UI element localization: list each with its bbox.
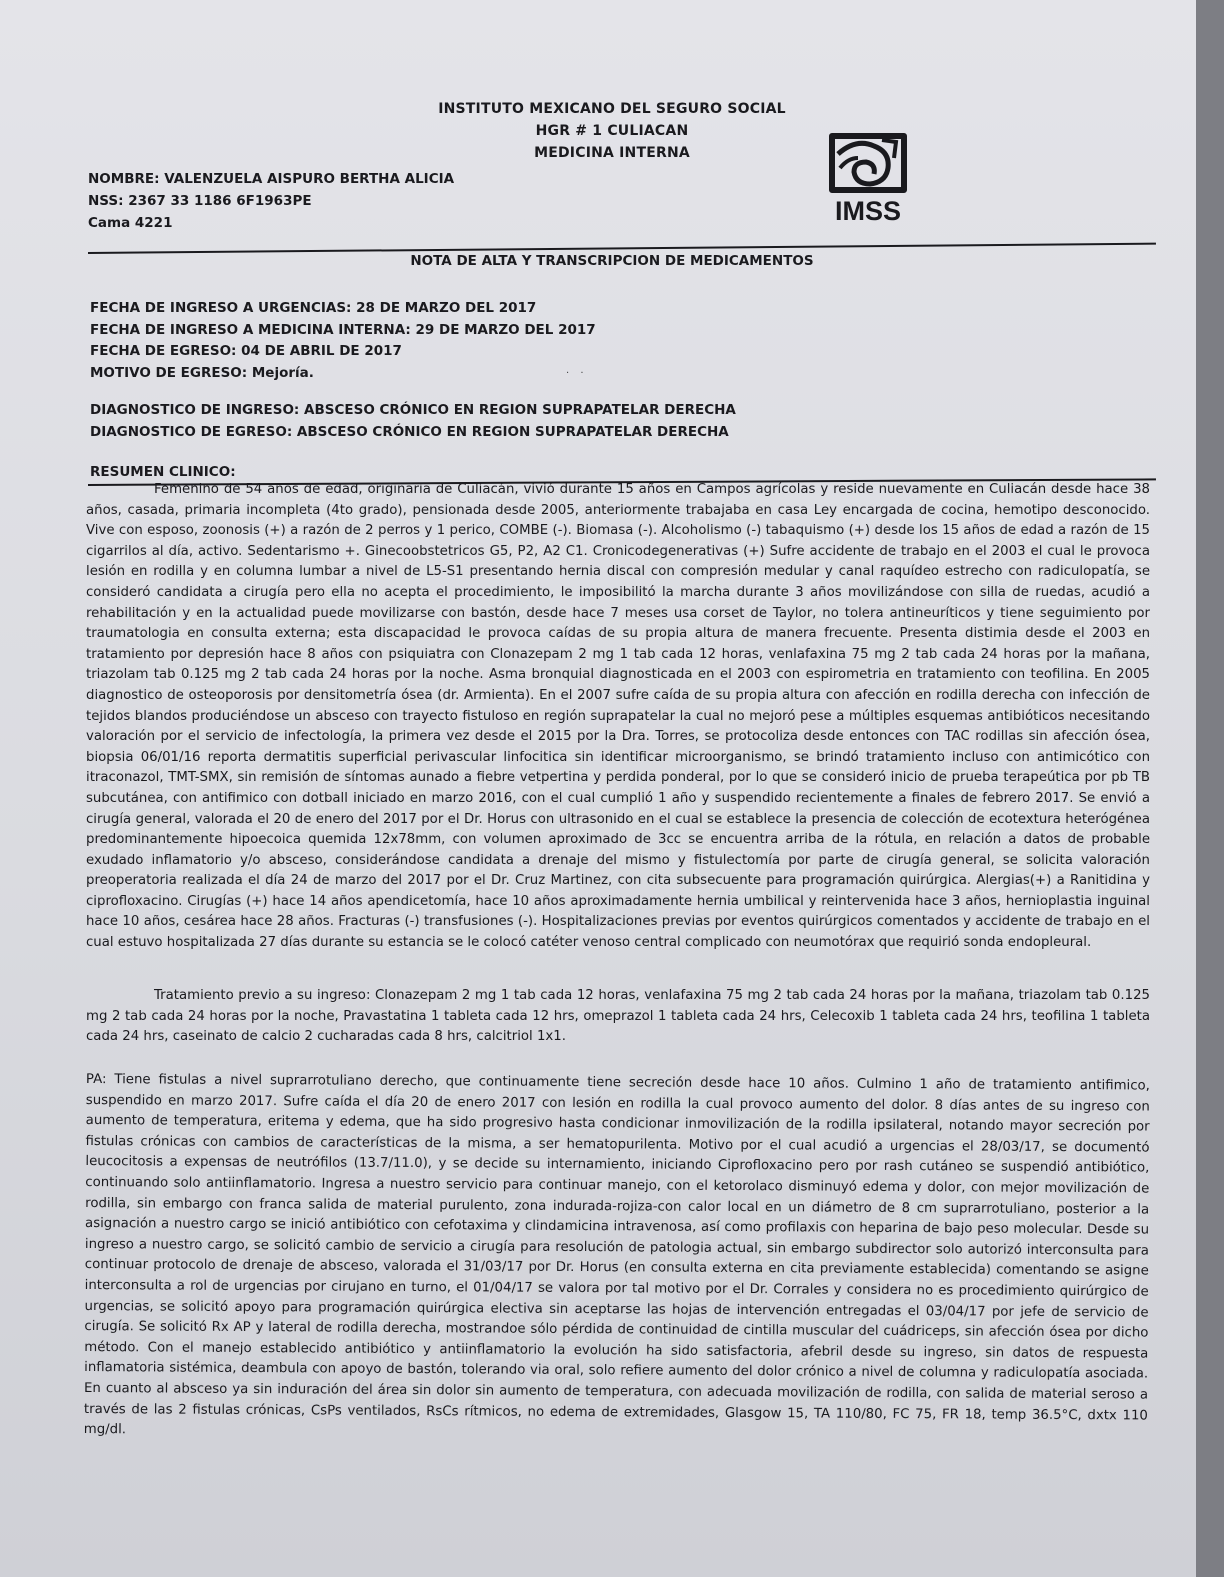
pa-paragraph (84, 1070, 1150, 1447)
imss-logo (826, 128, 910, 228)
motivo-egreso: MOTIVO DE EGRESO: Mejoría. (90, 364, 314, 381)
document-header (0, 98, 1224, 164)
diagnostico-egreso: DIAGNOSTICO DE EGRESO: ABSCESO CRÓNICO EN REGION SUPRAPATELAR DERECHA (90, 423, 729, 440)
admission-dates (90, 298, 596, 384)
diagnostico-ingreso: DIAGNOSTICO DE INGRESO: ABSCESO CRÓNICO EN REGION SUPRAPATELAR DERECHA (90, 402, 736, 418)
patient-nss: NSS: 2367 33 1186 6F1963PE (88, 193, 312, 209)
document-title: NOTA DE ALTA Y TRANSCRIPCION DE MEDICAMENTOS (410, 253, 814, 269)
patient-bed: Cama 4221 (88, 215, 173, 231)
fecha-urgencias: FECHA DE INGRESO A URGENCIAS: 28 DE MARZO DEL 2017 (90, 300, 537, 316)
institution-name: INSTITUTO MEXICANO DEL SEGURO SOCIAL (438, 101, 786, 117)
diagnosis-block (90, 400, 736, 443)
department-name: MEDICINA INTERNA (534, 145, 690, 161)
pa-label: PA: (85, 1072, 107, 1088)
patient-info (88, 168, 454, 234)
pa-text: Tiene fistulas a nivel suprarrotuliano derecho, que continuamente tiene secreción desde hace 10 años. Culmino 1 año de tratamiento antifimico, suspendido en marzo 2017. Sufre caída el día 20 de enero 2017 con lesión en rodilla la cual provoco aumento del dolor. 8 días antes de su ingreso con aumento de temperatura, eritema y edema, que ha sido progresivo hasta condicionar inmovilización de la rodilla ipsilateral, notando mayor secreción por fistulas crónicas con cambios de características de la misma, a ser hematopurilenta. Motivo por el cual acudió a urgencias el 28/03/17, se documentó leucocitosis a expensas de neutrófilos (13.7/11.0), y se decide su internamiento, iniciando Ciprofloxacino pero por rash cutáneo se suspendió antibiótico, continuando solo antiinflamatorio. Ingresa a nuestro servicio para continuar manejo, con el ketorolaco disminuyó edema y dolor, con mejor movilización de rodilla, sin embargo con franca salida de material purulento, zona indurada-rojiza-con calor local en un diámetro de 8 cm suprarrotuliano, posterior a la asignación a nuestro cargo se inició antibiótico con cefotaxima y clindamicina intravenosa, así como profilaxis con heparina de bajo peso molecular. Desde su ingreso a nuestro cargo, se solicitó cambio de servicio a cirugía para resolución de patologia actual, sin embargo subdirector solo autorizó interconsulta para continuar protocolo de drenaje de absceso, valorada el 31/03/17 por Dr. Horus (en consulta externa en cita previamente establecida) comentando se asigne interconsulta a rol de urgencias por cirujano en turno, el 01/04/17 se valora por tal motivo por el Dr. Corrales y considera no es procedimiento quirúrgico de urgencias, se solicitó apoyo para programación quirúrgica electiva sin aceptarse las hojas de intervención entregadas el 03/04/17 por jefe de servicio de cirugía. Se solicitó Rx AP y lateral de rodilla derecha, mostrandoe sólo pérdida de continuidad de cintilla muscular del cuádriceps, sin afección ósea por dicho método. Con el manejo establecido antibiótico y antiinflamatorio la evolución ha sido satisfactoria, afebril desde su ingreso, sin datos de respuesta inflamatoria sistémica, deambula con apoyo de bastón, tolerando via oral, solo refiere aumento del dolor crónico a nivel de columna y radiculopatía asociada. En cuanto al absceso ya sin induración del área sin dolor sin aumento de temperatura, con adecuada movilización de rodilla, con salida de material seroso a través de las 2 fistulas crónicas, CsPs ventilados, RsCs rítmicos, no edema de extremidades, Glasgow 15, TA 110/80, FC 75, FR 18, temp 36.5°C, dxtx 110 mg/dl. (83, 1072, 1150, 1438)
resumen-text-2: Tratamiento previo a su ingreso: Clonazepam 2 mg 1 tab cada 12 horas, venlafaxina 75 mg 2 tab cada 24 horas por la mañana, triazolam tab 0.125 mg 2 tab cada 24 horas por la noche, Pravastatina 1 tableta cada 12 hrs, omeprazol 1 tableta cada 24 hrs, Celecoxib 1 tableta cada 24 hrs, teofilina 1 tableta cada 24 hrs, caseinato de calcio 2 cucharadas cada 8 hrs, calcitriol 1x1. (86, 988, 1150, 1045)
resumen-text-1: Femenino de 54 años de edad, originaria de Culiacán, vivió durante 15 años en Campos agrícolas y reside nuevamente en Culiacán desde hace 38 años, casada, primaria incompleta (4to grado), pensionada desde 2005, anteriormente trabajaba en casa Ley encargada de cocina, hemotipo desconocido. Vive con esposo, zoonosis (+) a razón de 2 perros y 1 perico, COMBE (-). Biomasa (-). Alcoholismo (-) tabaquismo (+) desde los 15 años de edad a razón de 15 cigarrilos al día, activo. Sedentarismo +. Ginecoobstetricos G5, P2, A2 C1. Cronicodegenerativas (+) Sufre accidente de trabajo en el 2003 el cual le provoca lesión en rodilla y en columna lumbar a nivel de L5-S1 presentando hernia discal con compresión medular y canal raquídeo estrecho con radiculopatía, se consideró candidata a cirugía pero ella no acepta el procedimiento, le imposibilitó la marcha durante 3 años movilizándose con silla de ruedas, acudió a rehabilitación y en la actualidad puede movilizarse con bastón, desde hace 7 meses usa corset de Taylor, no tolera antineuríticos y tiene seguimiento por traumatologia en consulta externa; esta discapacidad le provoca caídas de su propia altura de manera frecuente. Presenta distimia desde el 2003 en tratamiento por depresión hace 8 años con psiquiatra con Clonazepam 2 mg 1 tab cada 12 horas, venlafaxina 75 mg 2 tab cada 24 horas por la mañana, triazolam tab 0.125 mg 2 tab cada 24 horas por la noche. Asma bronquial diagnosticada en el 2003 con espirometria en tratamiento con teofilina. En 2005 diagnostico de osteoporosis por densitometría ósea (dr. Armienta). En el 2007 sufre caída de su propia altura con afección en rodilla derecha con infección de tejidos blandos produciéndose un absceso con trayecto fistuloso en región suprapatelar la cual no mejoró pese a múltiples esquemas antibióticos necesitando valoración por el servicio de infectología, la primera vez desde el 2015 por la Dra. Torres, se protocoliza desde entonces con TAC rodillas sin afección ósea, biopsia 06/01/16 reporta dermatitis superficial perivascular linfocitica sin identificar microorganismo, se brindó tratamiento incluso con antimicótico con itraconazol, TMT-SMX, sin remisión de síntomas aunado a fiebre vetpertina y perdida ponderal, por lo que se consideró inicio de prueba terapeútica por pb TB subcutánea, con antifimico con dotball iniciado en marzo 2016, con el cual cumplió 1 año y suspendido recientemente a finales de febrero 2017. Se envió a cirugía general, valorada el 20 de enero del 2017 por el Dr. Horus con ultrasonido en el cual se establece la presencia de colección de ecotextura heterógénea predominantemente hipoecoica quemida 12x78mm, con volumen aproximado de 3cc se encuentra arriba de la rótula, en relación a datos de probable exudado inflamatorio y/o absceso, considerándose candidata a drenaje del mismo y fistulectomía por parte de cirugía general, se solicita valoración preoperatoria realizada el día 24 de marzo del 2017 por el Dr. Cruz Martinez, con cita subsecuente para programación quirúrgica. Alergias(+) a Ranitidina y ciprofloxacino. Cirugías (+) hace 14 años apendicetomía, hace 10 años aproximadamente hernia umbilical y reintervenida hace 3 años, hernioplastia inguinal hace 10 años, cesárea hace 28 años. Fracturas (-) transfusiones (-). Hospitalizaciones previas por eventos quirúrgicos comentados y accidente de trabajo en el cual estuvo hospitalizada 27 días durante su estancia se le colocó catéter venoso central complicado con neumotórax que requirió sonda endopleural. (86, 482, 1150, 951)
fecha-medicina-interna: FECHA DE INGRESO A MEDICINA INTERNA: 29 DE MARZO DEL 2017 (90, 321, 596, 338)
stray-mark: · · (566, 368, 588, 379)
resumen-heading: RESUMEN CLINICO: (90, 464, 236, 480)
resumen-paragraph-2 (86, 986, 1150, 1048)
hospital-name: HGR # 1 CULIACAN (535, 123, 689, 139)
pa-section (84, 1070, 1150, 1447)
patient-name: NOMBRE: VALENZUELA AISPURO BERTHA ALICIA (88, 171, 455, 187)
resumen-paragraph-1 (86, 480, 1150, 954)
fecha-egreso: FECHA DE EGRESO: 04 DE ABRIL DE 2017 (90, 343, 402, 359)
logo-text: IMSS (834, 196, 902, 226)
